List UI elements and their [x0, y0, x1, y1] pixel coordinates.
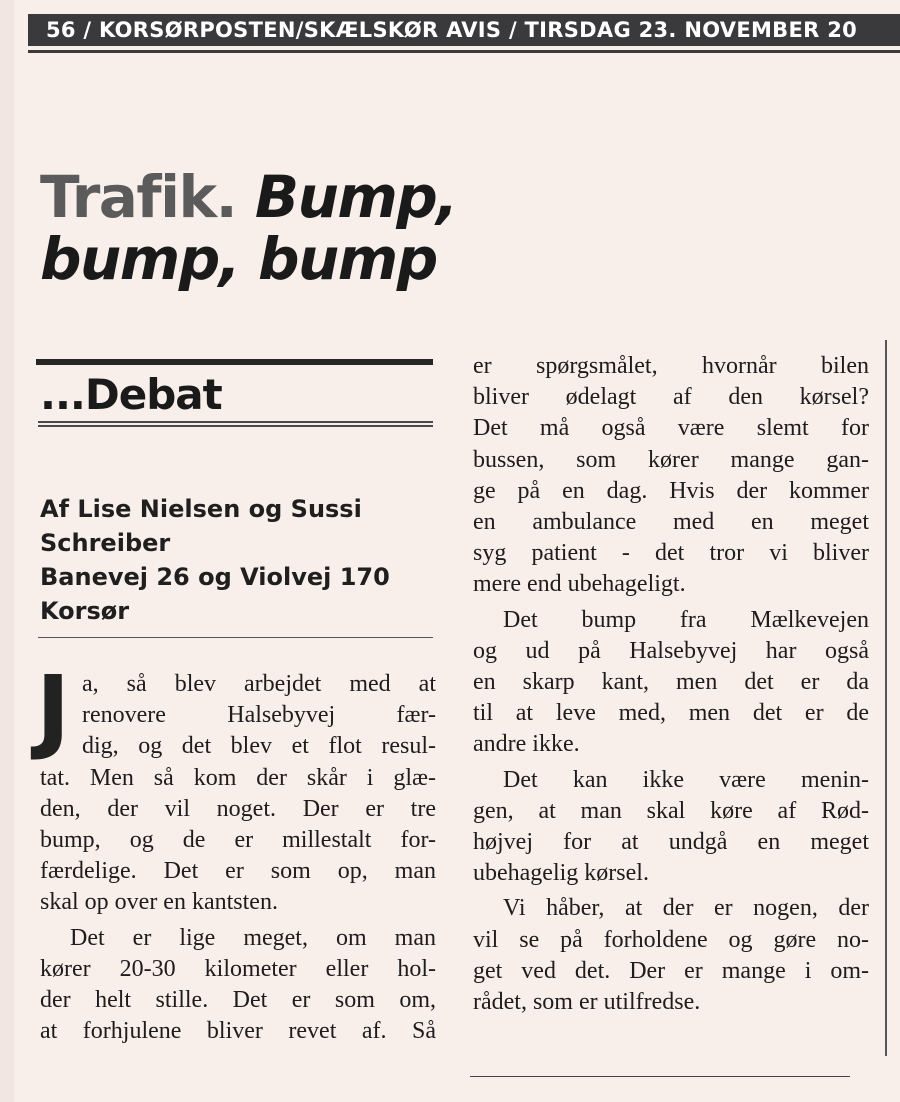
byline [40, 492, 435, 628]
text-line: ubehagelig kørsel. [473, 860, 649, 887]
byline-line: Banevej 26 og Violvej 170 [40, 563, 390, 591]
text-line: mere end ubehageligt. [473, 571, 686, 598]
text-line: den, der vil noget. Der er tre [40, 795, 436, 822]
text-line: bump, og de er millestalt for- [40, 827, 436, 854]
text-line: at forhjulene bliver revet af. Så [40, 1018, 436, 1045]
folio-text: 56 / KORSØRPOSTEN/SKÆLSKØR AVIS / TIRSDAG 23. NOVEMBER 20 [46, 18, 858, 42]
text-line: andre ikke. [473, 731, 580, 758]
text-line: a, så blev arbejdet med at [82, 671, 436, 697]
text-line: ge på en dag. Hvis der kommer [473, 477, 869, 504]
text-line: en ambulance med en meget [473, 509, 869, 536]
text-line: Det må også være slemt for [473, 415, 869, 442]
text-line: bliver ødelagt af den kørsel? [473, 384, 869, 411]
headline-title: Bump, bump, bump [40, 163, 457, 293]
article-column-1 [36, 656, 436, 1047]
text-line: vil se på forholdene og gøre no- [473, 926, 869, 953]
text-line: er spørgsmålet, hvornår bilen [473, 353, 869, 379]
text-line: syg patient - det tror vi bliver [473, 540, 869, 567]
text-line: dig, og det blev et flot resul- [82, 733, 436, 760]
text-line: get ved det. Der er mange i om- [473, 957, 869, 984]
text-line: Vi håber, at der er nogen, der [503, 895, 869, 922]
text-line: gen, at man skal køre af Rød- [473, 797, 869, 824]
text-line: og ud på Halsebyvej har også [473, 637, 869, 664]
column-divider [885, 340, 887, 1056]
text-line: Det kan ikke være menin- [503, 766, 869, 793]
drop-cap: J [36, 656, 71, 763]
headline [40, 163, 520, 293]
text-line: Det bump fra Mælkevejen [503, 606, 869, 633]
text-line: færdelige. Det er som op, man [40, 858, 436, 885]
text-line: tat. Men så kom der skår i glæ- [40, 764, 436, 791]
scan-edge [0, 0, 14, 1102]
text-line: bussen, som kører mange gan- [473, 446, 869, 473]
folio-bar [28, 14, 900, 46]
text-line: højvej for at undgå en meget [473, 829, 869, 856]
headline-kicker: Trafik. [40, 163, 237, 231]
section-rule-top [36, 359, 433, 365]
text-line: kører 20-30 kilometer eller hol- [40, 955, 436, 982]
byline-line: Af Lise Nielsen og Sussi [40, 495, 362, 523]
section-rule-bottom [38, 421, 433, 427]
text-line: Det er lige meget, om man [70, 924, 436, 951]
byline-rule [38, 637, 433, 638]
bottom-rule [470, 1076, 850, 1077]
text-line: skal op over en kantsten. [40, 889, 278, 916]
section-label: ...Debat [40, 370, 222, 419]
byline-line: Schreiber [40, 529, 171, 557]
text-line: renovere Halsebyvej fær- [82, 702, 436, 729]
text-line: rådet, som er utilfredse. [473, 989, 701, 1016]
text-line: en skarp kant, men det er da [473, 669, 869, 696]
folio-rule [28, 50, 900, 53]
byline-line: Korsør [40, 597, 130, 625]
text-line: der helt stille. Det er som om, [40, 987, 436, 1014]
text-line: til at leve med, men det er de [473, 700, 869, 727]
article-column-2 [473, 351, 869, 1018]
